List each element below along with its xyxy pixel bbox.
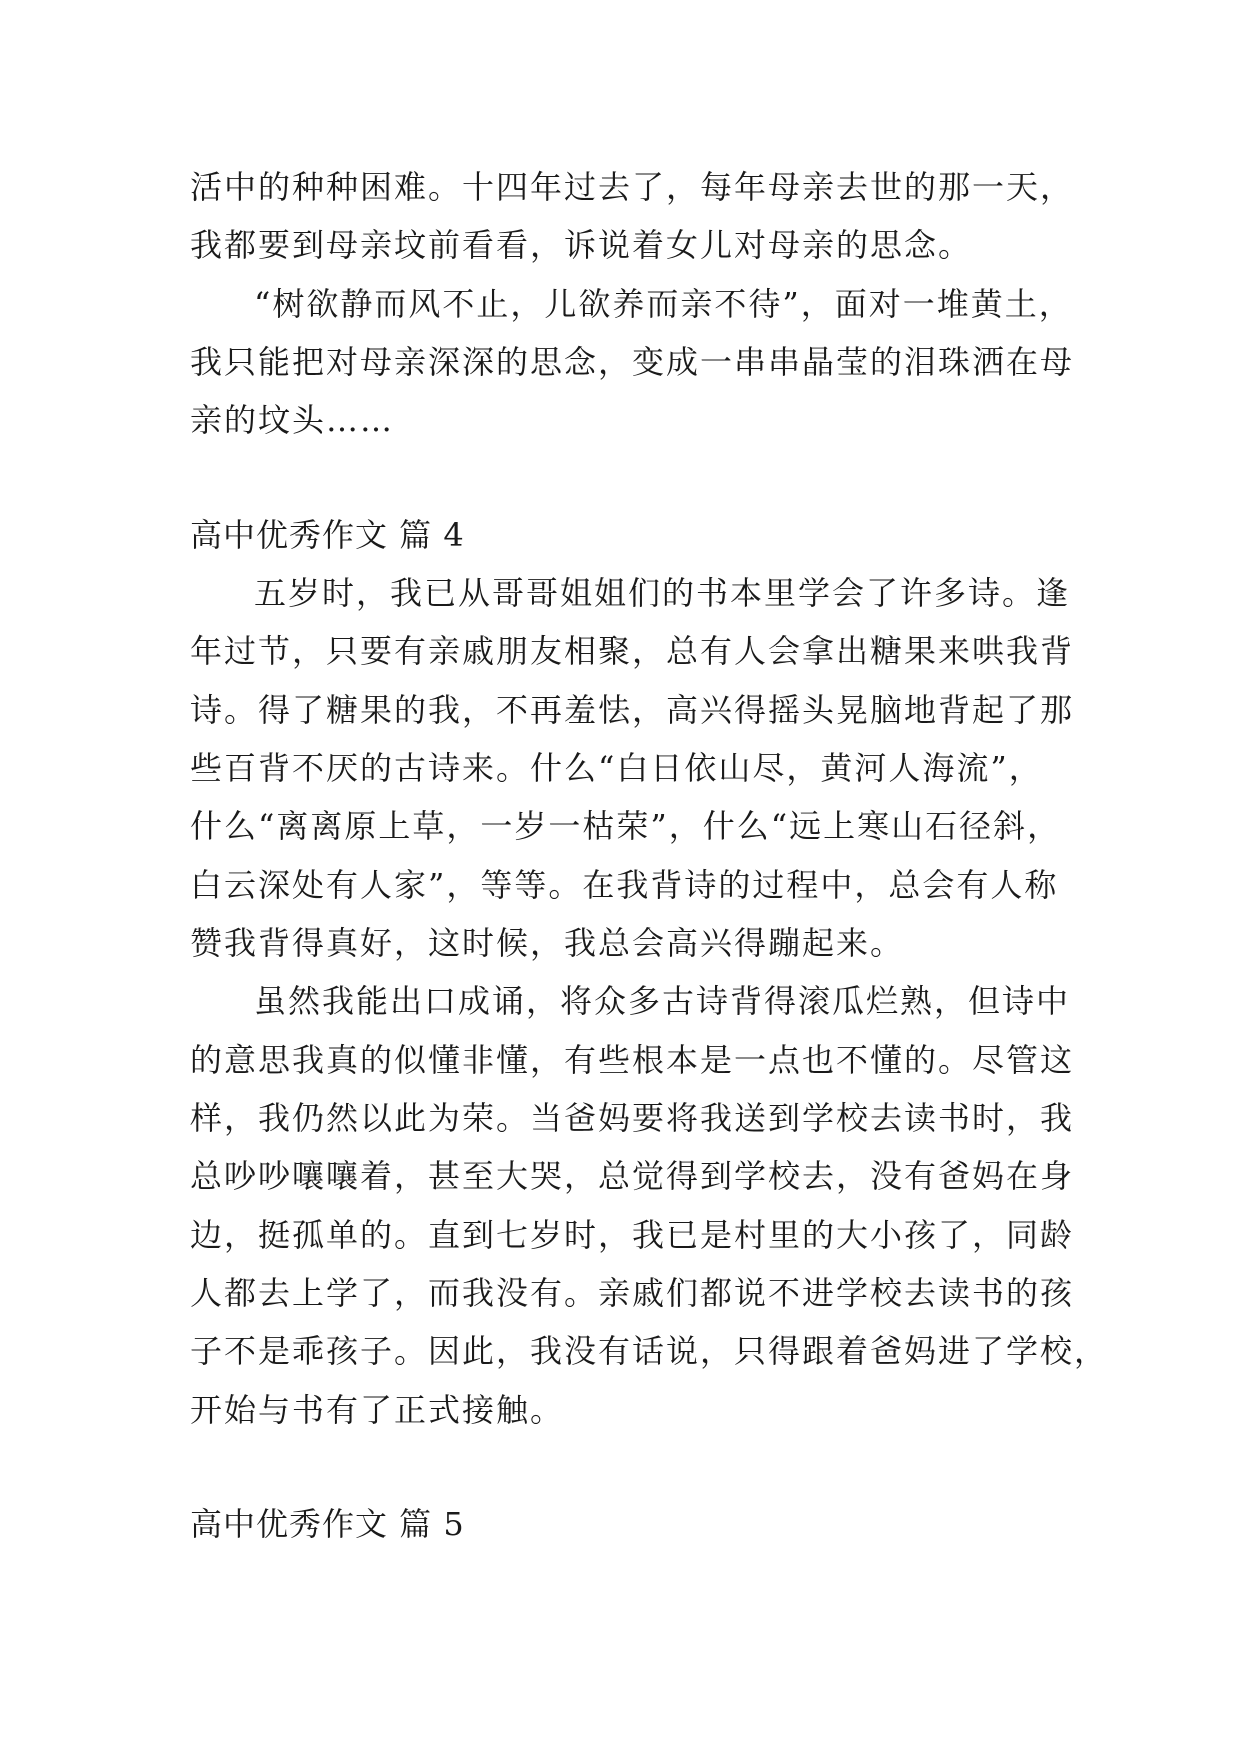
paragraph-line: 子不是乖孩子。因此，我没有话说，只得跟着爸妈进了学校， bbox=[190, 1332, 1109, 1370]
paragraph-line: 亲的坟头…… bbox=[190, 401, 395, 439]
paragraph-line: 开始与书有了正式接触。 bbox=[190, 1391, 565, 1429]
paragraph-line: 活中的种种困难。十四年过去了，每年母亲去世的那一天， bbox=[190, 168, 1075, 206]
paragraph-line: 样，我仍然以此为荣。当爸妈要将我送到学校去读书时，我 bbox=[190, 1099, 1075, 1137]
paragraph-line: 什么“离离原上草，一岁一枯荣”，什么“远上寒山石径斜， bbox=[190, 807, 1062, 845]
paragraph-line: “树欲静而风不止，儿欲养而亲不待”，面对一堆黄土， bbox=[254, 285, 1073, 323]
paragraph-line: 些百背不厌的古诗来。什么“白日依山尽，黄河人海流”， bbox=[190, 749, 1043, 787]
paragraph-line: 我只能把对母亲深深的思念，变成一串串晶莹的泪珠洒在母 bbox=[190, 343, 1075, 381]
paragraph-line: 人都去上学了，而我没有。亲戚们都说不进学校去读书的孩 bbox=[190, 1274, 1075, 1312]
paragraph-line: 赞我背得真好，这时候，我总会高兴得蹦起来。 bbox=[190, 924, 905, 962]
paragraph-line: 边，挺孤单的。直到七岁时，我已是村里的大小孩了，同龄 bbox=[190, 1216, 1075, 1254]
paragraph-line: 总吵吵嚷嚷着，甚至大哭，总觉得到学校去，没有爸妈在身 bbox=[190, 1157, 1075, 1195]
section-heading: 高中优秀作文 篇 4 bbox=[190, 516, 465, 554]
paragraph-line: 虽然我能出口成诵，将众多古诗背得滚瓜烂熟，但诗中 bbox=[254, 982, 1071, 1020]
paragraph-line: 我都要到母亲坟前看看，诉说着女儿对母亲的思念。 bbox=[190, 226, 973, 264]
paragraph-line: 五岁时，我已从哥哥姐姐们的书本里学会了许多诗。逢 bbox=[254, 574, 1071, 612]
paragraph-line: 白云深处有人家”，等等。在我背诗的过程中，总会有人称 bbox=[190, 866, 1059, 904]
paragraph-line: 年过节，只要有亲戚朋友相聚，总有人会拿出糖果来哄我背 bbox=[190, 632, 1075, 670]
paragraph-line: 的意思我真的似懂非懂，有些根本是一点也不懂的。尽管这 bbox=[190, 1041, 1075, 1079]
paragraph-line: 诗。得了糖果的我，不再羞怯，高兴得摇头晃脑地背起了那 bbox=[190, 691, 1075, 729]
section-heading: 高中优秀作文 篇 5 bbox=[190, 1505, 465, 1543]
